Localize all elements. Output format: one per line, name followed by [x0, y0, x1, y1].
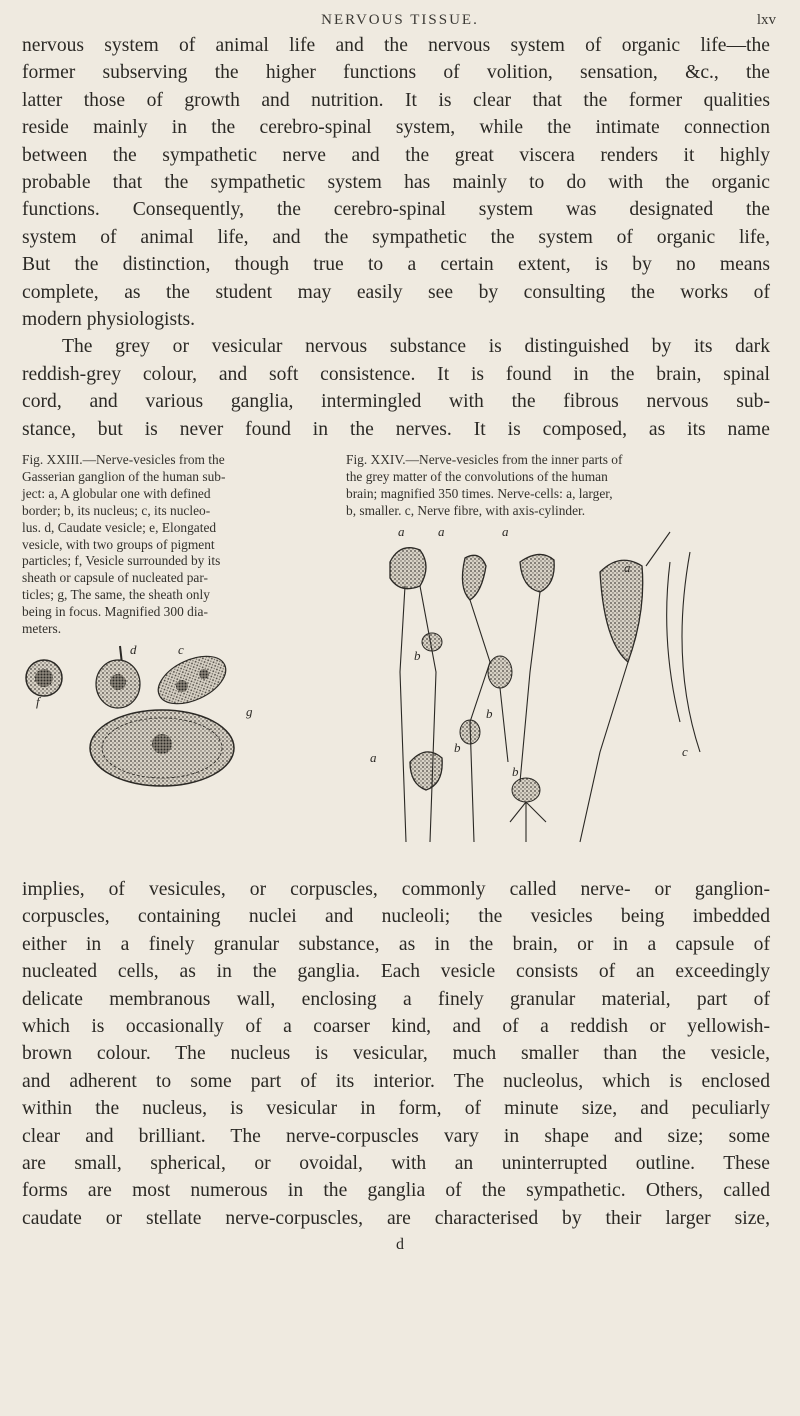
figure-24-caption: [346, 452, 776, 520]
caption-line: brain; magnified 350 times. Nerve-cells: a, larger,: [346, 485, 613, 501]
caption-line: the grey matter of the convolutions of the human: [346, 468, 608, 484]
text-line: delicate membranous wall, enclosing a finely granular material, part of: [22, 988, 770, 1010]
caption-line: Fig. XXIV.—Nerve-vesicles from the inner parts of: [346, 452, 623, 467]
text-line: nucleated cells, as in the ganglia. Each vesicle consists of an exceedingly: [22, 961, 770, 983]
caption-line: meters.: [22, 621, 62, 637]
text-line: forms are most numerous in the ganglia of the sympathetic. Others, called: [22, 1180, 770, 1202]
caption-line: particles; f, Vesicle surrounded by its: [22, 553, 221, 569]
text-line: The grey or vesicular nervous substance is distinguished by its dark: [62, 336, 770, 358]
label-b: b: [512, 764, 519, 779]
caption-line: sheath or capsule of nucleated par-: [22, 570, 208, 586]
text-line: reside mainly in the cerebro-spinal system, while the intimate connection: [22, 117, 770, 139]
page-number: lxv: [756, 12, 776, 28]
body-text-top: [22, 32, 770, 443]
text-line: probable that the sympathetic system has mainly to do with the organic: [22, 172, 770, 194]
running-title: NERVOUS TISSUE.: [321, 12, 479, 28]
label-b: b: [486, 706, 493, 721]
label-a: a: [438, 524, 445, 539]
text-line: stance, but is never found in the nerves. It is composed, as its name: [22, 418, 770, 440]
label-f: f: [36, 694, 40, 709]
text-line: within the nucleus, is vesicular in form, of minute size, and peculiarly: [22, 1098, 770, 1120]
label-b: b: [414, 648, 421, 663]
text-line: cord, and various ganglia, intermingled with the fibrous nervous sub-: [22, 391, 770, 413]
text-line: But the distinction, though true to a certain extent, is by no means: [22, 254, 770, 276]
caption-line: ject: a, A globular one with defined: [22, 485, 211, 501]
caption-line: vesicle, with two groups of pigment: [22, 536, 215, 552]
label-c: c: [178, 642, 184, 657]
text-line: reddish-grey colour, and soft consistence. It is found in the brain, spinal: [22, 363, 770, 385]
figure-23-caption: [22, 452, 322, 638]
text-line: are small, spherical, or ovoidal, with an uninterrupted outline. These: [22, 1153, 770, 1175]
signature-mark: d: [396, 1236, 404, 1253]
text-line: nervous system of animal life and the nervous system of organic life—the: [22, 35, 770, 56]
vesicle-e: [151, 642, 233, 713]
text-line: complete, as the student may easily see by consulting the works of: [22, 281, 770, 303]
text-line: brown colour. The nucleus is vesicular, much smaller than the vesicle,: [22, 1043, 770, 1065]
figure-24-illustration: [370, 522, 720, 852]
text-line: clear and brilliant. The nerve-corpuscles vary in shape and size; some: [22, 1125, 770, 1147]
text-line: corpuscles, containing nuclei and nucleoli; the vesicles being imbedded: [22, 906, 770, 928]
text-line: former subserving the higher functions of volition, sensation, &c., the: [22, 62, 770, 84]
text-line: between the sympathetic nerve and the great viscera renders it highly: [22, 144, 770, 166]
label-a: a: [370, 750, 377, 765]
vesicle-d: [96, 642, 140, 708]
caption-line: ticles; g, The same, the sheath only: [22, 587, 210, 603]
caption-line: Gasserian ganglion of the human sub-: [22, 468, 226, 484]
vesicle-g: [90, 704, 253, 786]
caption-line: border; b, its nucleus; c, its nucleo-: [22, 502, 211, 518]
caption-line: Fig. XXIII.—Nerve-vesicles from the: [22, 452, 225, 467]
text-line: latter those of growth and nutrition. It is clear that the former qualities: [22, 89, 770, 111]
nerve-cells-larger: [390, 548, 643, 790]
text-line: which is occasionally of a coarser kind, and of a reddish or yellowish-: [22, 1016, 770, 1038]
text-line: modern physiologists.: [22, 309, 196, 331]
text-line: and adherent to some part of its interior. The nucleolus, which is enclosed: [22, 1070, 770, 1092]
caption-line: lus. d, Caudate vesicle; e, Elongated: [22, 519, 217, 535]
label-d: d: [130, 642, 137, 657]
figure-23-illustration: [22, 640, 322, 790]
text-line: either in a finely granular substance, as in the brain, or in a capsule of: [22, 933, 770, 955]
text-line: implies, of vesicules, or corpuscles, commonly called nerve- or ganglion-: [22, 879, 770, 900]
caption-line: b, smaller. c, Nerve fibre, with axis-cylinder.: [346, 502, 586, 518]
text-line: system of animal life, and the sympathetic the system of organic life,: [22, 226, 770, 248]
text-line: functions. Consequently, the cerebro-spinal system was designated the: [22, 199, 770, 221]
caption-line: being in focus. Magnified 300 dia-: [22, 604, 208, 620]
label-a: a: [398, 524, 405, 539]
vesicle-f: [26, 660, 62, 709]
label-c: c: [682, 744, 688, 759]
body-text-bottom: [22, 876, 770, 1232]
text-line: caudate or stellate nerve-corpuscles, are characterised by their larger size,: [22, 1207, 770, 1229]
label-b: b: [454, 740, 461, 755]
label-a: a: [502, 524, 509, 539]
label-a: a: [624, 560, 631, 575]
label-g: g: [246, 704, 253, 719]
